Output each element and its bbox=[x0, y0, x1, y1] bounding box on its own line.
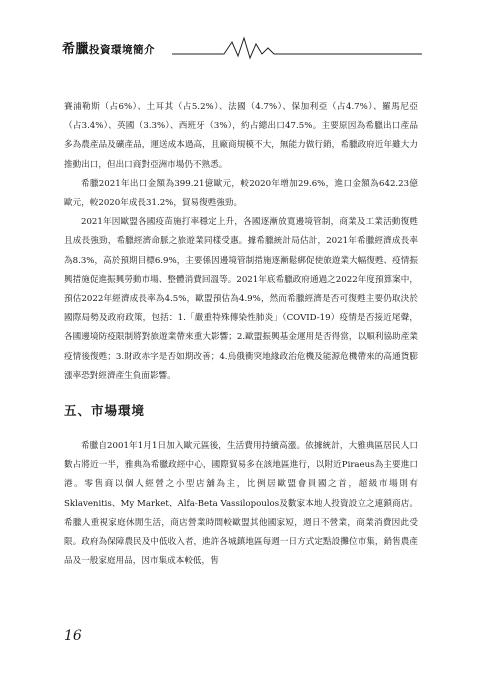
header-title-country: 希臘 bbox=[62, 42, 90, 57]
running-header bbox=[62, 34, 422, 60]
header-title bbox=[62, 38, 155, 57]
paragraph-economy-outlook: 2021年因歐盟各國疫苗施打率穩定上升，各國逐漸放寬邊境管制，商業及工業活動復甦且成長強勁，希臘經濟命脈之旅遊業同樣受惠。據希臘統計局估計，2021年希臘經濟成長率為8.3%，高於預期目標6.9%，主要係因邊境管制措施逐漸鬆綁促使旅遊業大幅復甦、疫情振興措施促進振興勞動市場、整體消費回溫等。2021年底希臘政府通過之2022年度預算案中，預估2022年經濟成長率為4.5%，歐盟預估為4.9%，然而希臘經濟是否可復甦主要仍取決於國際局勢及政府政策，包括：1.「嚴重特殊傳染性肺炎」（COVID-19）疫情是否接近尾聲，各國邊境防疫限制將對旅遊業帶來重大影響；2.歐盟振興基金運用是否得當，以順利協助產業疫情後復甦；3.財政赤字是否如期改善；4.烏俄衝突地緣政治危機及能源危機帶來的高通貨膨漲率恐對經濟產生負面影響。 bbox=[64, 217, 418, 381]
page-number: 16 bbox=[64, 628, 82, 644]
paragraph-market-environment: 希臘自2001年1月1日加入歐元區後，生活費用持續高漲。依據統計，大雅典區居民人口數占將近一半，雅典為希臘政經中心，國際貿易多在該地區進行，以附近Piraeus為主要進口港。零售商以個人經營之小型店舖為主，比例居歐盟會員國之首，超級市場則有Sklavenitis、My Market、Alfa-Beta Vassilopoulos及數家本地人投資設立之連鎖商店。希臘人重視家庭休閒生活，商店營業時間較歐盟其他國家短，週日不營業，商業消費因此受限。政府為保障農民及中低收入者，進許各城鎮地區每週一日方式定點設攤位市集，銷售農產品及一般家庭用品，因市集成本較低，售 bbox=[64, 441, 418, 567]
paragraph-trade-2021: 希臘2021年出口金額為399.21億歐元，較2020年增加29.6%，進口金額為642.23億歐元，較2020年成長31.2%，貿易復甦強勁。 bbox=[64, 178, 418, 209]
body-text-block bbox=[64, 98, 418, 386]
section-heading: 五、市場環境 bbox=[64, 403, 146, 418]
paragraph-export-destinations: 賽浦勒斯（占6%）、土耳其（占5.2%）、法國（4.7%）、保加利亞（占4.7%）、羅馬尼亞（占3.4%）、英國（3.3%）、西班牙（3%），約占總出口47.5%。主要原因為希臘出口產品多為農產品及礦產品，運送成本過高，且廠商規模不大，無能力做行銷，希臘政府近年雖大力推動出口，但出口商對亞洲市場仍不熟悉。 bbox=[64, 102, 418, 170]
header-title-rest: 投資環境簡介 bbox=[89, 44, 156, 56]
section-body bbox=[64, 437, 418, 571]
